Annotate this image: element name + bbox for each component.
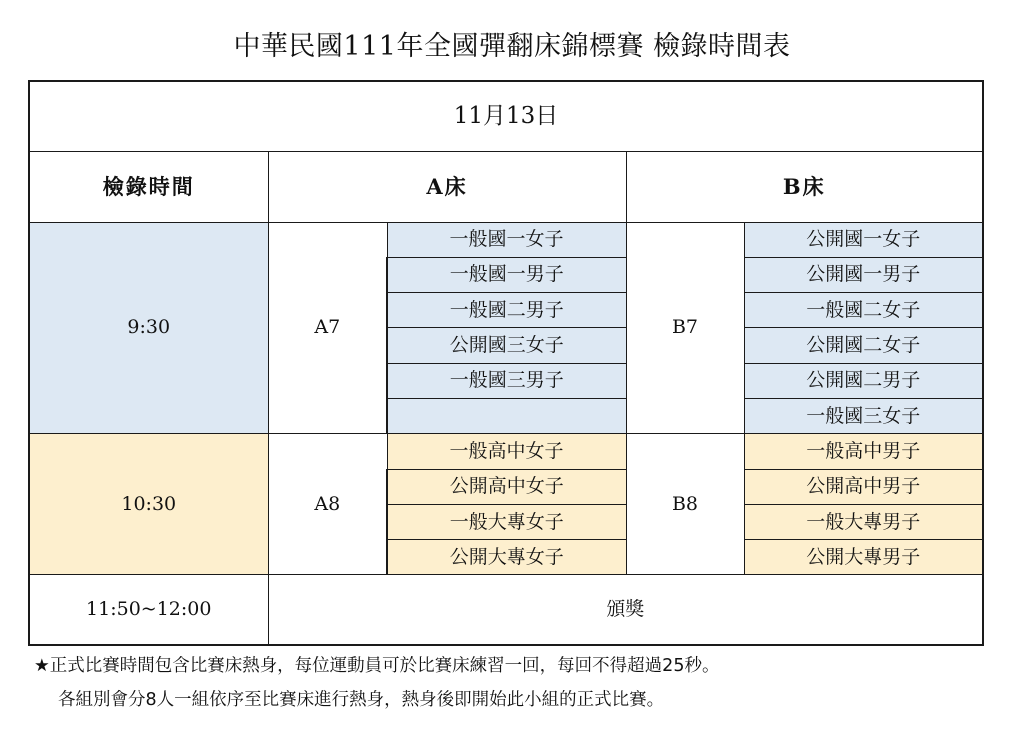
bed-b-code: B8: [626, 434, 744, 575]
bed-b-group: 公開國一男子: [744, 257, 983, 292]
bed-a-group: 一般國一男子: [387, 257, 626, 292]
bed-a-group-empty: [387, 398, 626, 433]
bed-b-group: 公開國二女子: [744, 328, 983, 363]
session-time: 10:30: [29, 434, 268, 575]
bed-a-group: 一般大專女子: [387, 504, 626, 539]
session-time: 9:30: [29, 222, 268, 434]
bed-b-code: B7: [626, 222, 744, 434]
bed-b-group: 一般國二女子: [744, 293, 983, 328]
date-cell: 11月13日: [29, 81, 983, 151]
bed-b-group: 一般大專男子: [744, 504, 983, 539]
header-bed-a: A床: [268, 151, 626, 222]
header-bed-b: B床: [626, 151, 983, 222]
bed-a-group: 一般國一女子: [387, 222, 626, 257]
bed-b-group: 一般高中男子: [744, 434, 983, 469]
bed-b-group: 公開國二男子: [744, 363, 983, 398]
page-title: 中華民國111年全國彈翻床錦標賽 檢錄時間表: [233, 31, 791, 62]
bed-b-group: 一般國三女子: [744, 398, 983, 433]
schedule-table: [28, 80, 984, 646]
header-time: 檢錄時間: [29, 151, 268, 222]
bed-a-group: 公開國三女子: [387, 328, 626, 363]
bed-b-group: 公開大專男子: [744, 540, 983, 575]
note-line-2: 各組別會分8人一組依序至比賽床進行熱身，熱身後即開始此小組的正式比賽。: [58, 690, 665, 710]
note-line-1: ★正式比賽時間包含比賽床熱身，每位運動員可於比賽床練習一回，每回不得超過25秒。: [34, 656, 720, 676]
award-label: 頒獎: [268, 575, 983, 645]
bed-a-group: 公開高中女子: [387, 469, 626, 504]
award-time: 11:50~12:00: [29, 575, 268, 645]
bed-a-group: 公開大專女子: [387, 540, 626, 575]
bed-a-code: A7: [268, 222, 387, 434]
bed-a-group: 一般高中女子: [387, 434, 626, 469]
bed-a-code: A8: [268, 434, 387, 575]
bed-b-group: 公開高中男子: [744, 469, 983, 504]
bed-b-group: 公開國一女子: [744, 222, 983, 257]
bed-a-group: 一般國三男子: [387, 363, 626, 398]
bed-a-group: 一般國二男子: [387, 293, 626, 328]
